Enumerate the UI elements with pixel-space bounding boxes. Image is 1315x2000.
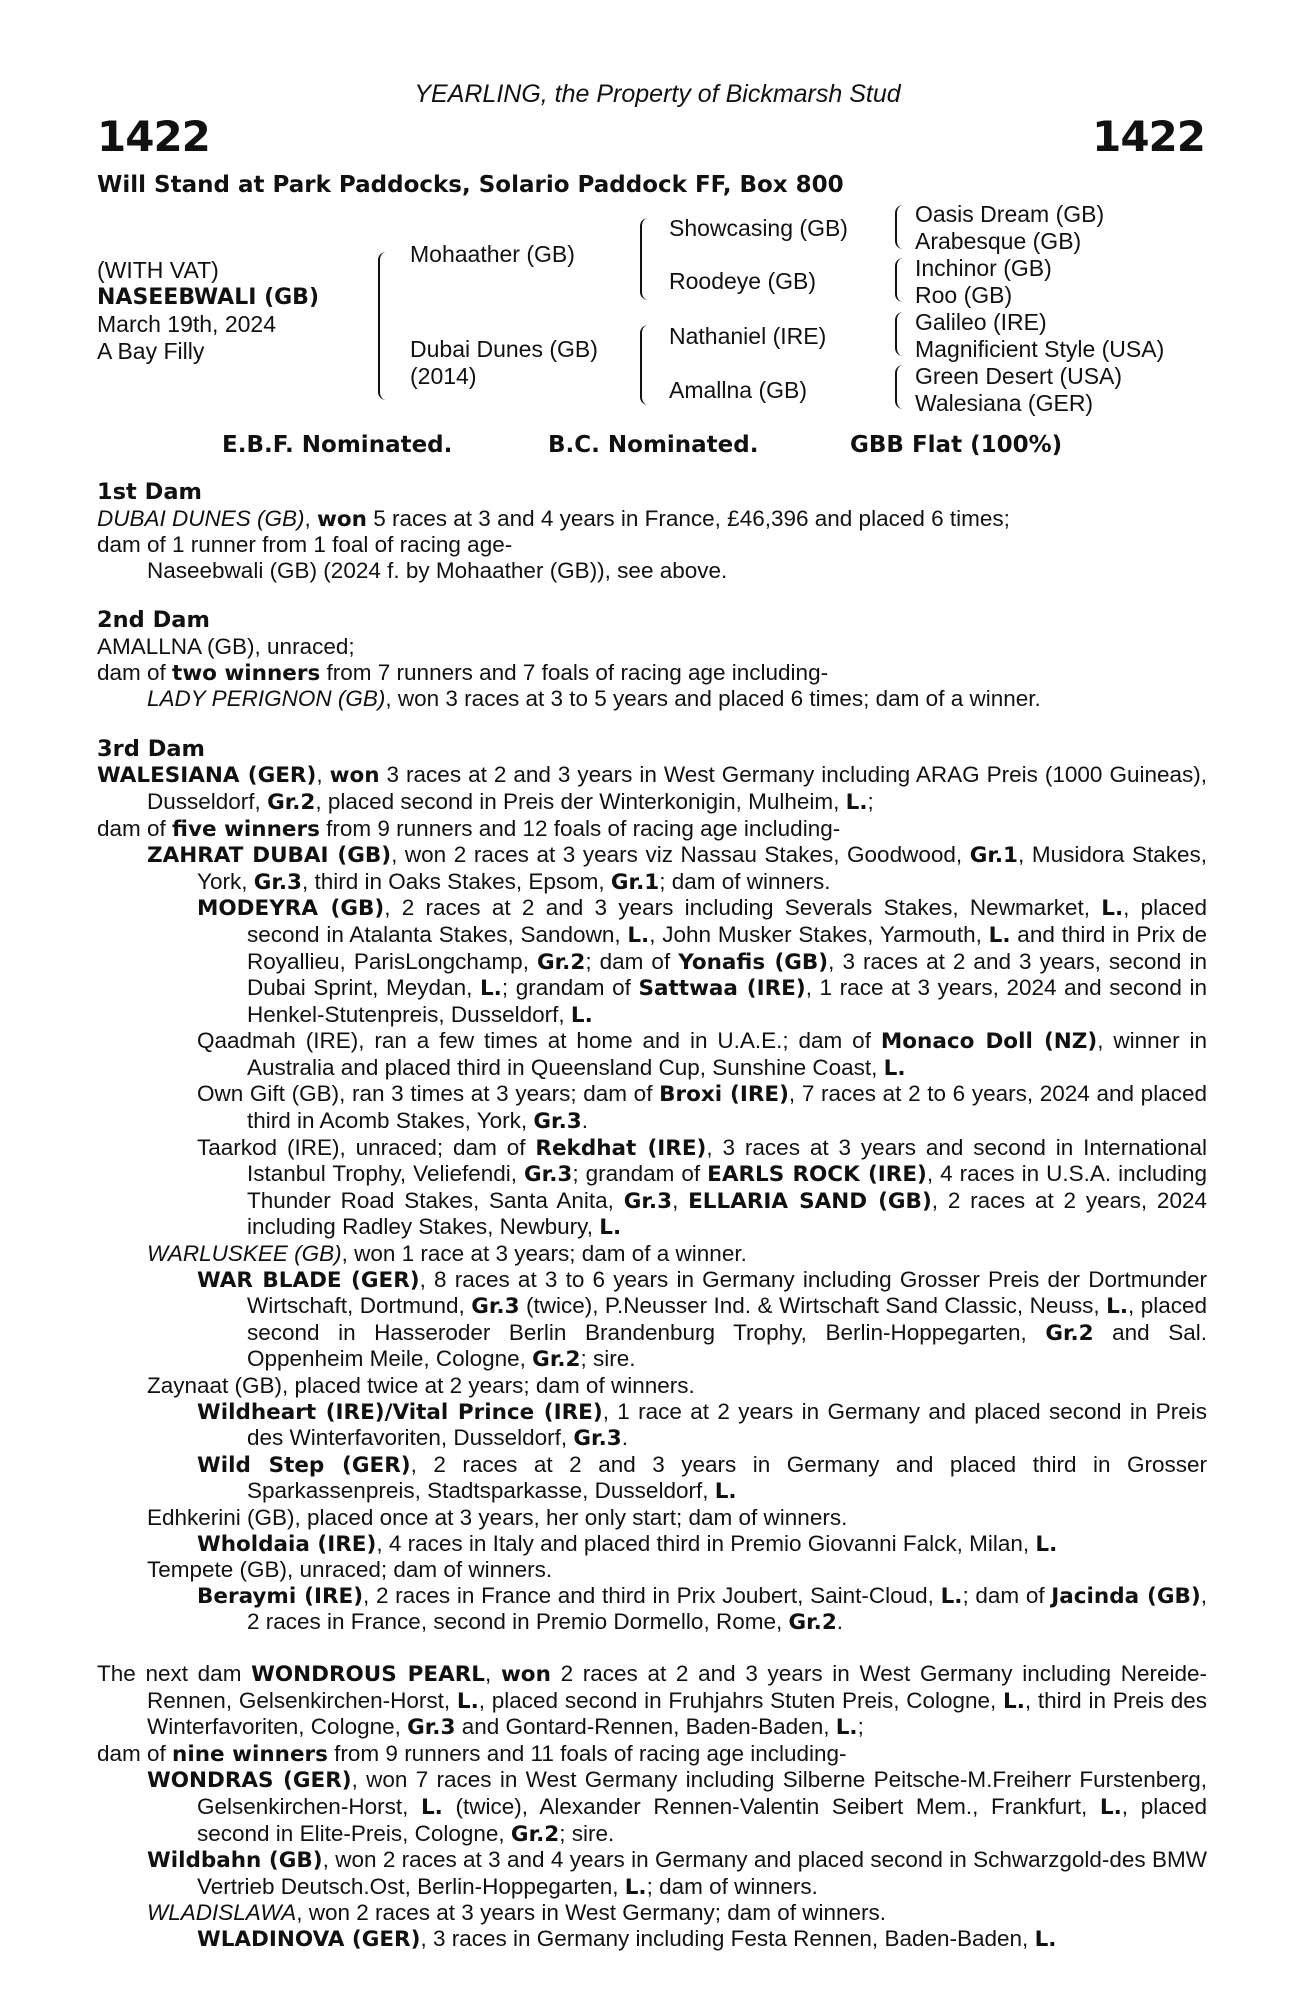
section-heading-3rd-dam: 3rd Dam <box>97 735 205 762</box>
horse-dob: March 19th, 2024 <box>97 311 277 337</box>
dam3-produce-summary: dam of five winners from 9 runners and 12 foals of racing age including- <box>97 815 841 842</box>
ds-dam: Magnificient Style (USA) <box>915 336 1165 362</box>
produce-war-blade: WAR BLADE (GER), 8 races at 3 to 6 years in Germany including Grosser Preis der Dortmunder Wirtschaft, Dortmund, Gr.3 (twice), P.Neusser Ind. & Wirtschaft Sand Classic, Neuss, L., placed second in Hasseroder Berlin Brandenburg Trophy, Berlin-Hoppegarten, Gr.2 and Sal. Oppenheim Meile, Cologne, Gr.2; sire. <box>197 1266 1208 1373</box>
lot-number-left: 1422 <box>97 112 210 161</box>
sd-dam: Roo (GB) <box>915 282 1013 308</box>
produce-wildheart: Wildheart (IRE)/Vital Prince (IRE), 1 race at 2 years in Germany and placed second in Preis des Winterfavoriten, Dusseldorf, Gr.3. <box>197 1398 1207 1452</box>
pedigree-brace-ds <box>895 312 905 356</box>
ss-dam: Arabesque (GB) <box>915 228 1082 254</box>
pedigree-brace-sd <box>895 258 905 302</box>
dam-name: Dubai Dunes (GB) <box>410 336 598 362</box>
produce-wholdaia: Wholdaia (IRE), 4 races in Italy and placed third in Premio Giovanni Falck, Milan, L. <box>197 1530 1058 1557</box>
produce-wildbahn: Wildbahn (GB), won 2 races at 3 and 4 years in Germany and placed second in Schwarzgold-des BMW Vertrieb Deutsch.Ost, Berlin-Hoppegarten, L.; dam of winners. <box>147 1847 1208 1900</box>
dam3-entry: WALESIANA (GER), won 3 races at 2 and 3 years in West Germany including ARAG Preis (1000 Guineas), Dusseldorf, Gr.2, placed second in Preis der Winterkonigin, Mulheim, L.; <box>97 762 1207 815</box>
produce-tempete: Tempete (GB), unraced; dam of winners. <box>147 1557 553 1583</box>
horse-name: NASEEBWALI (GB) <box>97 285 320 310</box>
section-heading-1st-dam: 1st Dam <box>97 479 202 505</box>
produce-own-gift: Own Gift (GB), ran 3 times at 3 years; dam of Broxi (IRE), 7 races at 2 to 6 years, 2024 and placed third in Acomb Stakes, York, Gr.3. <box>197 1081 1207 1135</box>
next-dam-produce-summary: dam of nine winners from 9 runners and 11 foals of racing age including- <box>97 1740 847 1767</box>
pedigree-brace-ss <box>895 205 905 249</box>
dam1-entry: DUBAI DUNES (GB), won 5 races at 3 and 4 years in France, £46,396 and placed 6 times; <box>97 505 1010 532</box>
gbb-flat: GBB Flat (100%) <box>850 432 1063 458</box>
produce-qaadmah: Qaadmah (IRE), ran a few times at home and in U.A.E.; dam of Monaco Doll (NZ), winner in Australia and placed third in Queensland Cup, Sunshine Coast, L. <box>197 1028 1208 1081</box>
produce-beraymi: Beraymi (IRE), 2 races in France and third in Prix Joubert, Saint-Cloud, L.; dam of Jacinda (GB), 2 races in France, second in Premio Dormello, Rome, Gr.2. <box>197 1582 1207 1636</box>
ds-sire: Galileo (IRE) <box>915 309 1047 335</box>
sale-heading: YEARLING, the Property of Bickmarsh Stud <box>414 80 901 108</box>
pedigree-brace-dd <box>895 365 905 409</box>
produce-warluskee: WARLUSKEE (GB), won 1 race at 3 years; dam of a winner. <box>147 1241 747 1267</box>
produce-taarkod: Taarkod (IRE), unraced; dam of Rekdhat (IRE), 3 races at 3 years and second in International Istanbul Trophy, Veliefendi, Gr.3; grandam of EARLS ROCK (IRE), 4 races in U.S.A. including Thunder Road Stakes, Santa Anita, Gr.3, ELLARIA SAND (GB), 2 races at 2 years, 2024 including Radley Stakes, Newbury, L. <box>197 1134 1207 1241</box>
section-heading-2nd-dam: 2nd Dam <box>97 607 210 634</box>
sd-sire: Inchinor (GB) <box>915 255 1052 281</box>
dd-sire: Green Desert (USA) <box>915 363 1123 389</box>
dam1-produce-item: Naseebwali (GB) (2024 f. by Mohaather (GB)), see above. <box>147 557 728 583</box>
stand-location: Will Stand at Park Paddocks, Solario Paddock FF, Box 800 <box>97 172 844 198</box>
produce-edhkerini: Edhkerini (GB), placed once at 3 years, her only start; dam of winners. <box>147 1504 848 1530</box>
vat-note: (WITH VAT) <box>97 257 219 283</box>
produce-zaynaat: Zaynaat (GB), placed twice at 2 years; dam of winners. <box>147 1373 695 1398</box>
sire-name: Mohaather (GB) <box>410 241 575 267</box>
dam2-produce-summary: dam of two winners from 7 runners and 7 foals of racing age including- <box>97 659 829 686</box>
next-dam-entry: The next dam WONDROUS PEARL, won 2 races at 2 and 3 years in West Germany including Nereide-Rennen, Gelsenkirchen-Horst, L., placed second in Fruhjahrs Stuten Preis, Cologne, L., third in Preis des Winterfavoriten, Cologne, Gr.3 and Gontard-Rennen, Baden-Baden, L.; <box>97 1660 1207 1741</box>
sire-sire: Showcasing (GB) <box>669 215 848 241</box>
pedigree-brace-dam <box>640 325 650 405</box>
sire-dam: Roodeye (GB) <box>669 268 817 294</box>
lot-number-right: 1422 <box>1092 112 1205 161</box>
produce-zahrat-dubai: ZAHRAT DUBAI (GB), won 2 races at 3 years viz Nassau Stakes, Goodwood, Gr.1, Musidora Stakes, York, Gr.3, third in Oaks Stakes, Epsom, Gr.1; dam of winners. <box>147 842 1207 895</box>
produce-wondras: WONDRAS (GER), won 7 races in West Germany including Silberne Peitsche-M.Freiherr Furstenberg, Gelsenkirchen-Horst, L. (twice), Alexander Rennen-Valentin Seibert Mem., Frankfurt, L., placed second in Elite-Preis, Cologne, Gr.2; sire. <box>147 1767 1207 1847</box>
dam1-produce-summary: dam of 1 runner from 1 foal of racing age- <box>97 532 513 558</box>
pedigree-brace-sire <box>640 218 650 300</box>
catalogue-body <box>97 480 1207 1952</box>
pedigree-brace-main <box>378 252 388 400</box>
dam2-produce-item: LADY PERIGNON (GB), won 3 races at 3 to 5 years and placed 6 times; dam of a winner. <box>147 686 1041 712</box>
ebf-nominated: E.B.F. Nominated. <box>222 432 453 458</box>
ss-sire: Oasis Dream (GB) <box>915 201 1105 227</box>
produce-modeyra: MODEYRA (GB), 2 races at 2 and 3 years including Severals Stakes, Newmarket, L., placed second in Atalanta Stakes, Sandown, L., John Musker Stakes, Yarmouth, L. and third in Prix de Royallieu, ParisLongchamp, Gr.2; dam of Yonafis (GB), 3 races at 2 and 3 years, second in Dubai Sprint, Meydan, L.; grandam of Sattwaa (IRE), 1 race at 3 years, 2024 and second in Henkel-Stutenpreis, Dusseldorf, L. <box>197 895 1208 1028</box>
produce-wladinova: WLADINOVA (GER), 3 races in Germany including Festa Rennen, Baden-Baden, L. <box>197 1925 1057 1952</box>
dam-sire: Nathaniel (IRE) <box>669 323 827 349</box>
bc-nominated: B.C. Nominated. <box>548 432 759 458</box>
horse-description: A Bay Filly <box>97 338 205 364</box>
produce-wild-step: Wild Step (GER), 2 races at 2 and 3 years in Germany and placed third in Grosser Sparkassenpreis, Stadtsparkasse, Dusseldorf, L. <box>197 1451 1207 1505</box>
dd-dam: Walesiana (GER) <box>915 390 1094 416</box>
dam-year: (2014) <box>410 363 477 389</box>
produce-wladislawa: WLADISLAWA, won 2 races at 3 years in West Germany; dam of winners. <box>147 1900 887 1926</box>
dam2-entry: AMALLNA (GB), unraced; <box>97 633 355 659</box>
dam-dam: Amallna (GB) <box>669 377 808 403</box>
